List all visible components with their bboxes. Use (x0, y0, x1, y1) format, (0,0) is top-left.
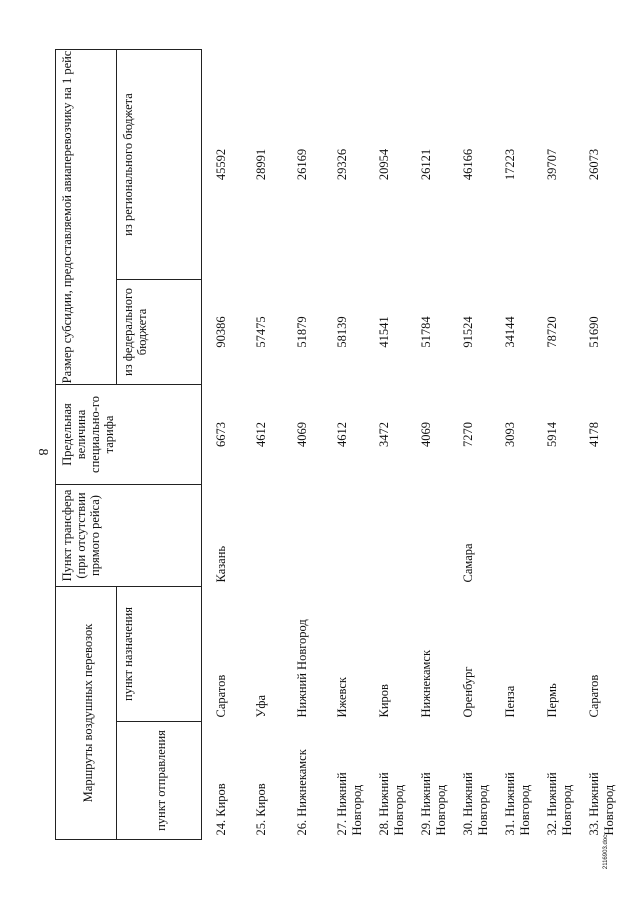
cell-destination: Нижний Новгород (294, 619, 309, 718)
cell-destination: Уфа (254, 695, 269, 718)
cell-transfer (533, 484, 575, 586)
header-federal: из федерального бюджета (117, 279, 202, 384)
header-transfer: Пункт трансфера (при отсутствии прямого рейса) (56, 484, 202, 586)
cell-regional: 46166 (461, 148, 476, 181)
cell-transfer: Самара (461, 543, 476, 583)
cell-destination: Пермь (545, 683, 560, 718)
table-row (202, 49, 243, 839)
cell-departure: 31. Нижний Новгород (503, 772, 533, 836)
table-row (575, 49, 617, 839)
cell-departure: 28. Нижний Новгород (377, 772, 407, 836)
table-row (323, 49, 365, 839)
table-row (242, 49, 283, 839)
footer-filename: 2116903.doc (603, 834, 609, 870)
table-row (449, 49, 491, 839)
header-departure: пункт отправления (117, 722, 202, 840)
cell-federal: 78720 (545, 316, 560, 348)
cell-departure: 33. Нижний Новгород (587, 772, 617, 836)
cell-destination: Пенза (503, 685, 518, 718)
table-row (283, 49, 324, 839)
cell-tariff: 4612 (254, 421, 269, 447)
cell-regional: 26169 (294, 148, 309, 181)
cell-departure: 30. Нижний Новгород (461, 772, 491, 836)
cell-tariff: 5914 (545, 421, 560, 447)
cell-tariff: 6673 (214, 421, 228, 447)
cell-federal: 58139 (335, 316, 350, 348)
cell-tariff: 7270 (461, 421, 476, 447)
cell-federal: 34144 (503, 316, 518, 348)
table-row (491, 49, 533, 839)
table-row (407, 49, 449, 839)
cell-transfer (365, 484, 407, 586)
cell-federal: 41541 (377, 316, 392, 348)
cell-regional: 28991 (254, 148, 269, 181)
cell-tariff: 3093 (503, 421, 518, 447)
cell-destination: Киров (377, 684, 392, 718)
header-tariff: Предельная величина специально-го тарифа (56, 384, 202, 484)
cell-regional: 26121 (419, 148, 434, 181)
cell-federal: 51879 (294, 316, 309, 348)
page-number: 8 (35, 448, 50, 456)
cell-departure: 27. Нижний Новгород (335, 772, 365, 836)
header-routes: Маршруты воздушных перевозок (56, 586, 117, 839)
cell-federal: 57475 (254, 316, 269, 348)
cell-transfer (242, 484, 283, 586)
cell-departure: 29. Нижний Новгород (419, 772, 449, 836)
cell-transfer (407, 484, 449, 586)
cell-regional: 20954 (377, 148, 392, 181)
cell-departure: 32. Нижний Новгород (545, 772, 575, 836)
cell-transfer (283, 484, 324, 586)
cell-transfer (323, 484, 365, 586)
cell-tariff: 4069 (419, 421, 434, 447)
cell-tariff: 4178 (587, 421, 602, 447)
cell-regional: 17223 (503, 148, 518, 181)
cell-regional: 45592 (214, 148, 228, 181)
cell-tariff: 4612 (335, 421, 350, 447)
cell-federal: 51784 (419, 316, 434, 348)
cell-destination: Оренбург (461, 666, 476, 718)
cell-federal: 51690 (587, 316, 602, 348)
cell-transfer: Казань (214, 545, 228, 583)
cell-federal: 91524 (461, 316, 476, 348)
cell-departure: 26. Нижнекамск (294, 749, 309, 836)
cell-destination: Нижнекамск (419, 649, 434, 718)
cell-destination: Саратов (587, 674, 602, 718)
cell-departure: 25. Киров (254, 783, 269, 836)
cell-destination: Саратов (214, 674, 228, 718)
cell-regional: 29326 (335, 148, 350, 181)
cell-tariff: 3472 (377, 421, 392, 447)
cell-regional: 26073 (587, 148, 602, 181)
table-row (533, 49, 575, 839)
cell-regional: 39707 (545, 148, 560, 181)
header-destination: пункт назначения (117, 586, 202, 721)
cell-departure: 24. Киров (214, 783, 228, 836)
subsidy-table (55, 49, 617, 840)
cell-transfer (491, 484, 533, 586)
table-row (365, 49, 407, 839)
cell-federal: 90386 (214, 316, 228, 348)
header-subsidy: Размер субсидии, предоставляемой авиаперевозчику на 1 рейс (56, 49, 117, 384)
cell-transfer (575, 484, 617, 586)
rotated-table-wrapper (55, 50, 617, 840)
cell-destination: Ижевск (335, 677, 350, 718)
header-regional: из регионального бюджета (117, 49, 202, 279)
cell-tariff: 4069 (294, 421, 309, 447)
